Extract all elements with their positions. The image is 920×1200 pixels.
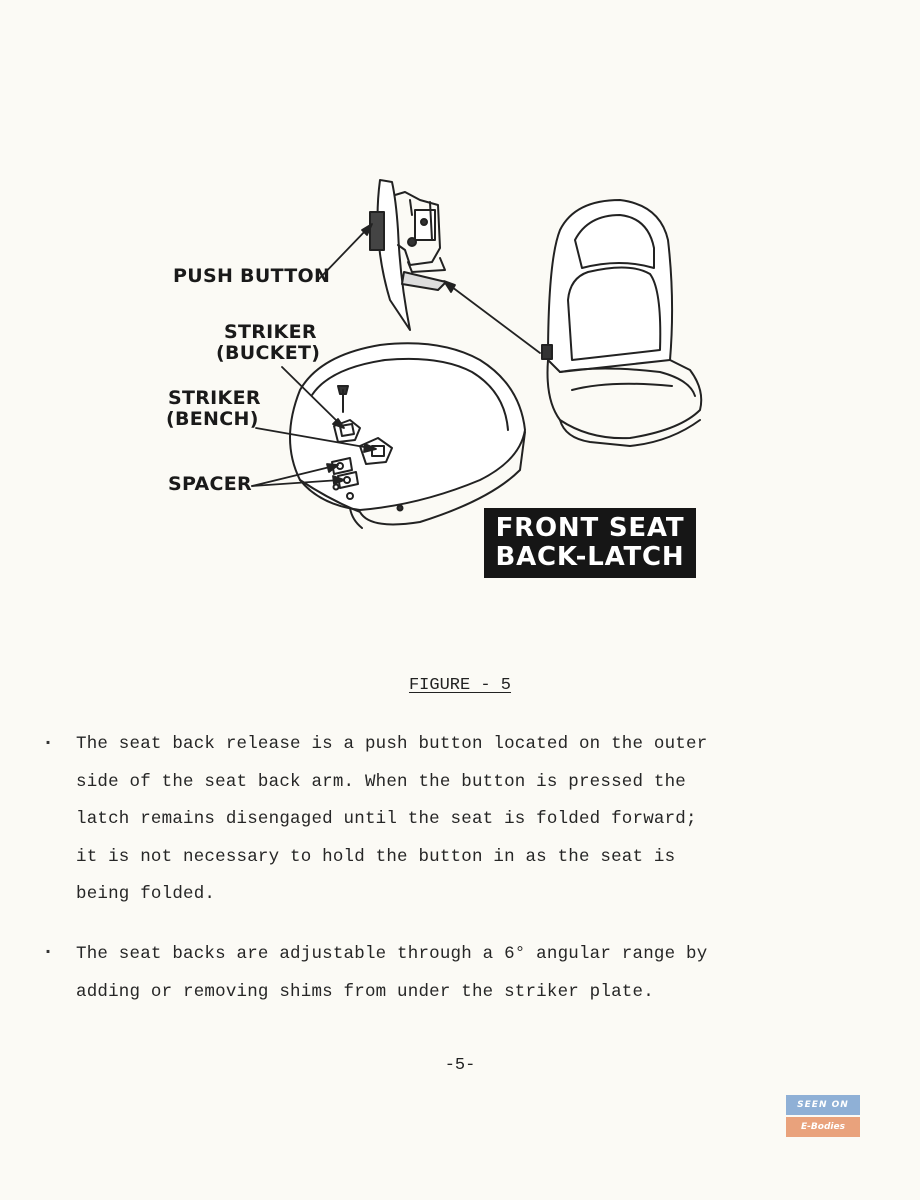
paragraph-2	[76, 936, 796, 1011]
label-striker-bucket-1: STRIKER	[224, 321, 317, 343]
watermark-bottom: E-Bodies	[786, 1117, 860, 1137]
paragraph-1-line-1: The seat back release is a push button located on the outer	[76, 734, 708, 754]
figure-title-box	[484, 508, 696, 578]
paragraph-1	[76, 726, 796, 914]
bucket-seat-drawing	[542, 200, 701, 446]
seat-cushion-detail	[290, 343, 525, 528]
label-striker-bench-2: (BENCH)	[166, 408, 259, 430]
watermark-logo	[786, 1095, 860, 1139]
watermark-top: SEEN ON	[786, 1095, 860, 1115]
seat-back-arm-detail	[370, 180, 446, 330]
paragraph-1-line-2: side of the seat back arm. When the button is pressed the	[76, 771, 686, 792]
page-number: -5-	[444, 1056, 476, 1075]
bullet-1: .	[42, 728, 55, 751]
figure-caption	[0, 676, 920, 695]
paragraph-1-line-5: being folded.	[76, 884, 216, 904]
paragraph-1-line-4: it is not necessary to hold the button in as the seat is	[76, 846, 676, 867]
paragraph-1-line-3: latch remains disengaged until the seat is folded forward;	[76, 809, 697, 829]
label-push-button: PUSH BUTTON	[173, 265, 331, 287]
label-spacer: SPACER	[168, 473, 252, 495]
paragraph-2-line-1: The seat backs are adjustable through a 6° angular range by	[76, 944, 708, 964]
paragraph-2-line-2: adding or removing shims from under the striker plate.	[76, 981, 654, 1002]
figure-title-line-1: FRONT SEAT	[495, 513, 685, 543]
figure-caption-text: FIGURE - 5	[408, 676, 512, 695]
label-striker-bucket-2: (BUCKET)	[216, 342, 321, 364]
bullet-2: .	[42, 937, 55, 960]
figure-title-line-2: BACK-LATCH	[495, 542, 685, 572]
label-striker-bench-1: STRIKER	[168, 387, 261, 409]
